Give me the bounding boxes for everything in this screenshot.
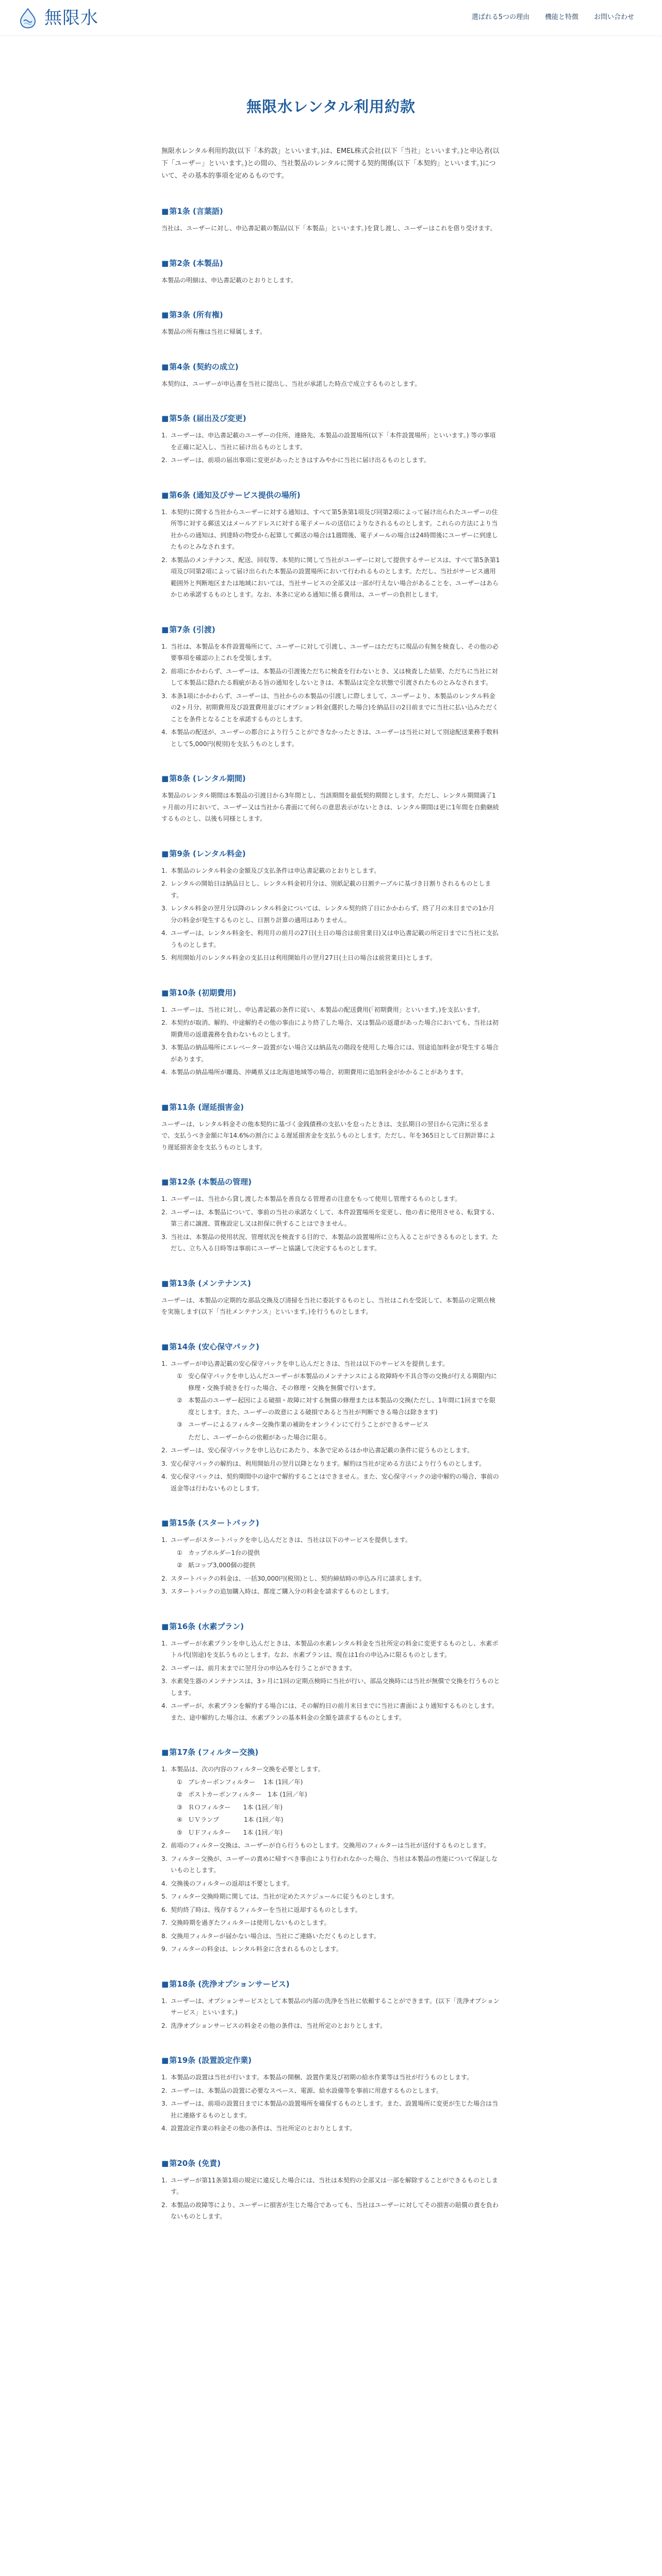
- sub-clause-text: ＵＦフィルター 1本 (1回／年): [188, 1828, 283, 1836]
- sub-clause-number: ③: [177, 1421, 183, 1428]
- clause-text: 本製品の故障等により、ユーザーに損害が生じた場合であっても、当社はユーザーに対してその損害の賠償の責を負わないものとします。: [171, 2201, 499, 2220]
- clause-number: 2.: [161, 2087, 168, 2094]
- clause-item: [161, 1853, 501, 1876]
- clause-text: レンタルの開始日は納品日とし、レンタル料金初月分は、別紙記載の日割テーブルに基づき日割りされるものとします。: [171, 880, 491, 899]
- article-title: ■ 第1条 (言葉語): [161, 206, 501, 216]
- article-body: [161, 1118, 501, 1154]
- clause-text: 当社は、本製品の使用状況、管理状況を検査する目的で、本製品の設置場所に立ち入ることができるものとします。ただし、立ち入る日時等は事前にユーザーと協議して決定するものとします。: [171, 1233, 498, 1252]
- sub-clause-text: ＵＶランプ 1本 (1回／年): [188, 1816, 284, 1823]
- clause-item: [161, 454, 501, 466]
- clause-item: [161, 2085, 501, 2097]
- sub-clause-number: ②: [177, 1397, 183, 1404]
- article-paragraph: 本製品の明細は、申込書記載のとおりとします。: [161, 276, 297, 284]
- article-paragraph: 本製品のレンタル期間は本製品の引渡日から3年間とし、当該期間を最低契約期間とします。ただし、レンタル期間満了1ヶ月前の月において、ユーザー又は当社から書面にて何らの意思表示がないときは、レンタル期間は更に1年間を自動継続するものとし、以後も同様とします。: [161, 792, 499, 822]
- clause-text: ユーザーは、当社から貸し渡した本製品を善良なる管理者の注意をもって使用し管理するものとします。: [171, 1195, 461, 1202]
- sub-clause-item: [171, 1419, 501, 1431]
- article-title: ■ 第2条 (本製品): [161, 258, 501, 268]
- clause-number: 1.: [161, 1360, 168, 1367]
- article-title: ■ 第15条 (スタートパック): [161, 1518, 501, 1528]
- clause-item: [161, 554, 501, 601]
- clause-text: ユーザーは、オプションサービスとして本製品の内部の洗浄を当社に依頼することができます。(以下「洗浄オプションサービス」といいます。): [171, 1997, 500, 2016]
- clause-number: 1.: [161, 2176, 168, 2184]
- clause-text: ユーザーは、前月末までに翌月分の申込みを行うことができます。: [171, 1664, 356, 1672]
- clause-list: [161, 641, 501, 750]
- logo-text: 無限水: [44, 8, 98, 28]
- clause-item: [161, 2072, 501, 2083]
- sub-clause-item: [171, 1827, 501, 1839]
- clause-item: [161, 1891, 501, 1903]
- sub-clause-number: ①: [177, 1549, 183, 1556]
- clause-number: 4.: [161, 1069, 168, 1076]
- article-body: [161, 1295, 501, 1318]
- clause-number: 3.: [161, 1855, 168, 1862]
- sub-clause-list: [171, 1776, 501, 1839]
- clause-text: 設置設定作業の料金その他の条件は、当社所定のとおりとします。: [171, 2125, 356, 2132]
- clause-list: [161, 506, 501, 601]
- clause-text: 水素発生器のメンテナンスは、3ヶ月に1回の定期点検時に当社が行い、部品交換時には当社が無償で交換を行うものとします。: [171, 1677, 500, 1697]
- main-nav: [456, 12, 634, 23]
- article-body: [161, 326, 501, 338]
- clause-item: [161, 1193, 501, 1205]
- article-body: [161, 223, 501, 234]
- clause-item: [161, 927, 501, 951]
- sub-clause-item: [171, 1560, 501, 1571]
- clause-text: ユーザーは、前項の届出事項に変更があったときはすみやかに当社に届け出るものとします。: [171, 456, 430, 464]
- clause-text: 安心保守パックは、契約期間中の途中で解約することはできません。また、安心保守パックの途中解約の場合、事前の返金等は行わないものとします。: [171, 1473, 499, 1492]
- nav-link-reasons[interactable]: 選ばれる5つの理由: [471, 13, 529, 21]
- sub-clause-item: [171, 1802, 501, 1814]
- clause-item: [161, 2175, 501, 2198]
- article-body: [161, 1638, 501, 1724]
- clause-number: 4.: [161, 1702, 168, 1709]
- logo[interactable]: [15, 7, 98, 29]
- article-body: [161, 1193, 501, 1255]
- clause-number: 1.: [161, 1639, 168, 1647]
- clause-text: 契約終了時は、残存するフィルターを当社に返却するものとします。: [171, 1906, 361, 1913]
- clause-item: [161, 1066, 501, 1078]
- article-title: ■ 第4条 (契約の成立): [161, 362, 501, 372]
- clause-number: 5.: [161, 954, 168, 961]
- article-title: ■ 第19条 (設置設定作業): [161, 2055, 501, 2065]
- sub-clause-number: ⑤: [177, 1828, 183, 1836]
- clause-item: [161, 1042, 501, 1065]
- clause-text: 前項のフィルター交換は、ユーザーが自ら行うものとします。交換用のフィルターは当社が送付するものとします。: [171, 1842, 490, 1849]
- clause-text: 交換時期を過ぎたフィルターは使用しないものとします。: [171, 1919, 330, 1926]
- article-title: ■ 第13条 (メンテナンス): [161, 1278, 501, 1289]
- clause-number: 1.: [161, 1997, 168, 2005]
- sub-clause-text: ポストカーボンフィルター 1本 (1回／年): [188, 1791, 307, 1798]
- article-body: [161, 1995, 501, 2032]
- sub-clause-text: ユーザーによるフィルター交換作業の補助をオンラインにて行うことができるサービス: [188, 1421, 429, 1428]
- article-body: [161, 2175, 501, 2223]
- clause-text: 本製品の配送が、ユーザーの都合により行うことができなかったときは、ユーザーは当社に対して別途配送業務手数料として5,000円(税別)を支払うものとします。: [171, 728, 499, 748]
- clause-item: [161, 865, 501, 877]
- terms-content: [161, 36, 501, 2224]
- clause-number: 4.: [161, 2125, 168, 2132]
- article-title: ■ 第6条 (通知及びサービス提供の場所): [161, 490, 501, 500]
- water-drop-logo-icon: [15, 7, 40, 29]
- clause-text: 洗浄オプションサービスの料金その他の条件は、当社所定のとおりとします。: [171, 2022, 386, 2029]
- clause-number: 4.: [161, 1879, 168, 1887]
- clause-text: 交換後のフィルターの返却は不要とします。: [171, 1879, 293, 1887]
- article-13: [161, 1278, 501, 1318]
- article-title: ■ 第9条 (レンタル料金): [161, 849, 501, 859]
- clause-number: 5.: [161, 1893, 168, 1900]
- nav-link-features[interactable]: 機能と特徴: [544, 13, 578, 21]
- clause-number: 9.: [161, 1945, 168, 1953]
- clause-item: [161, 1573, 501, 1585]
- clause-number: 3.: [161, 1233, 168, 1241]
- sub-clause-number: ②: [177, 1562, 183, 1569]
- clause-text: ユーザーが申込書記載の安心保守パックを申し込んだときは、当社は以下のサービスを提供します。: [171, 1360, 449, 1367]
- clause-number: 2.: [161, 1842, 168, 1849]
- clause-number: 7.: [161, 1919, 168, 1926]
- clause-item: [161, 1231, 501, 1255]
- clause-number: 2.: [161, 880, 168, 887]
- clause-text: 当社は、本製品を本件設置場所にて、ユーザーに対して引渡し、ユーザーはただちに現品の有無を検査し、その他の必要事項を確認の上これを受領します。: [171, 642, 499, 662]
- clause-text: スタートパックの料金は、一括30,000円(税別)とし、契約締結時の申込み月に請求します。: [171, 1574, 426, 1582]
- clause-number: 2.: [161, 667, 168, 675]
- clause-item: [161, 1004, 501, 1016]
- article-11: [161, 1102, 501, 1154]
- article-16: [161, 1621, 501, 1724]
- clause-list: [161, 2072, 501, 2134]
- clause-number: 3.: [161, 2100, 168, 2107]
- clause-text: 本契約に関する当社からユーザーに対する通知は、すべて第5条第1項及び同第2項によって届け出られたユーザーの住所等に対する郵送又はメールアドレスに対する電子メールの送信によりなされるものとします。これらの方法により当社からの通知は、到達時の物受から起算して郵送の場合は1週間後、電子メールの場合は24時間後にユーザーに到達したものとみなされます。: [171, 508, 498, 550]
- clause-item: [161, 2199, 501, 2223]
- clause-number: 4.: [161, 929, 168, 937]
- clause-text: 本製品の納品場所が離島、沖縄県又は北海道地域等の場合、初期費用に追加料金がかかることがあります。: [171, 1069, 468, 1076]
- article-5: [161, 413, 501, 466]
- clause-number: 2.: [161, 1664, 168, 1672]
- article-12: [161, 1177, 501, 1255]
- nav-link-contact[interactable]: お問い合わせ: [593, 13, 634, 21]
- article-body: [161, 1534, 501, 1598]
- clause-number: 3.: [161, 905, 168, 912]
- article-title: ■ 第20条 (免責): [161, 2158, 501, 2168]
- clause-number: 2.: [161, 1447, 168, 1454]
- sub-clause-number: ①: [177, 1372, 183, 1380]
- clause-text: フィルター交換時期に関しては、当社が定めたスケジュールに従うものとします。: [171, 1893, 398, 1900]
- article-title: ■ 第18条 (洗浄オプションサービス): [161, 1979, 501, 1989]
- clause-item: [161, 1663, 501, 1674]
- article-8: [161, 773, 501, 825]
- clause-item: [161, 1586, 501, 1598]
- clause-text: フィルター交換が、ユーザーの責めに帰すべき事由により行われなかった場合、当社は本製品の性能について保証しないものとします。: [171, 1855, 498, 1874]
- clause-text: 本製品の納品場所にエレベーター設置がない場合又は納品先の階段を使用した場合には、別途追加料金が発生する場合があります。: [171, 1044, 499, 1063]
- clause-number: 2.: [161, 1019, 168, 1026]
- clause-number: 3.: [161, 1044, 168, 1051]
- articles-list: [161, 206, 501, 2223]
- article-paragraph: 当社は、ユーザーに対し、申込書記載の製品(以下「本製品」といいます。)を貸し渡し、ユーザーはこれを借り受けます。: [161, 225, 496, 232]
- article-title: ■ 第11条 (遅延損害金): [161, 1102, 501, 1112]
- clause-number: 3.: [161, 1588, 168, 1595]
- article-18: [161, 1979, 501, 2032]
- article-10: [161, 988, 501, 1078]
- clause-item: [161, 1534, 501, 1571]
- page-title: 無限水レンタル利用約款: [246, 98, 416, 115]
- clause-item: [161, 1995, 501, 2019]
- clause-number: 2.: [161, 1574, 168, 1582]
- article-20: [161, 2158, 501, 2223]
- clause-number: 6.: [161, 1906, 168, 1913]
- article-3: [161, 310, 501, 338]
- clause-number: 8.: [161, 1932, 168, 1940]
- article-6: [161, 490, 501, 601]
- clause-item: [161, 2098, 501, 2121]
- sub-clause-text: 紙コップ3,000個の提供: [188, 1562, 256, 1569]
- clause-number: 2.: [161, 2022, 168, 2029]
- clause-text: ユーザーは、当社に対し、申込書記載の条件に従い、本製品の配送費用(「初期費用」といいます。)を支払います。: [171, 1006, 484, 1013]
- article-1: [161, 206, 501, 234]
- clause-number: 2.: [161, 2201, 168, 2209]
- clause-item: [161, 430, 501, 453]
- article-title: ■ 第17条 (フィルター交換): [161, 1747, 501, 1757]
- clause-number: 1.: [161, 508, 168, 516]
- clause-number: 3.: [161, 1677, 168, 1685]
- article-title: ■ 第16条 (水素プラン): [161, 1621, 501, 1632]
- clause-item: [161, 2020, 501, 2032]
- article-body: [161, 378, 501, 390]
- sub-clause-text: プレカーボンフィルター 1本 (1回／年): [188, 1778, 303, 1786]
- clause-text: 交換用フィルターが届かない場合は、当社にご連絡いただくものとします。: [171, 1932, 380, 1940]
- clause-item: [161, 1017, 501, 1040]
- clause-number: 1.: [161, 642, 168, 650]
- clause-item: [161, 1930, 501, 1942]
- sub-clause-list: [171, 1370, 501, 1431]
- sub-clause-number: ④: [177, 1816, 183, 1823]
- clause-list: [161, 2175, 501, 2223]
- clause-number: 1.: [161, 867, 168, 874]
- clause-number: 2.: [161, 556, 168, 564]
- clause-item: [161, 641, 501, 664]
- article-body: [161, 641, 501, 750]
- clause-number: 1.: [161, 432, 168, 439]
- clause-item: [161, 690, 501, 725]
- article-title: ■ 第10条 (初期費用): [161, 988, 501, 998]
- clause-text: ユーザーは、レンタル料金を、利用月の前月の27日(土日の場合は前営業日)又は申込書記載の所定日までに当社に支払うものとします。: [171, 929, 499, 948]
- article-paragraph: ユーザーは、本製品の定期的な部品交換及び清掃を当社に委託するものとし、当社はこれを受託して、本製品の定期点検を実施します(以下「当社メンテナンス」といいます。)を行うものとします。: [161, 1296, 495, 1315]
- article-body: [161, 430, 501, 466]
- clause-number: 2.: [161, 1208, 168, 1216]
- clause-text: レンタル料金の翌月分以降のレンタル料金については、レンタル契約終了日にかかわらず、終了月の末日までの1か月分の料金が発生するものとし、日割り計算の適用はありません。: [171, 905, 495, 924]
- sub-clause-text: ＲＯフィルター 1本 (1回／年): [188, 1803, 283, 1811]
- article-title: ■ 第7条 (引渡): [161, 624, 501, 635]
- article-19: [161, 2055, 501, 2134]
- article-14: [161, 1342, 501, 1495]
- clause-item: [161, 1840, 501, 1852]
- article-title: ■ 第5条 (届出及び変更): [161, 413, 501, 423]
- sub-clause-number: ②: [177, 1791, 183, 1798]
- clause-list: [161, 1638, 501, 1724]
- article-17: [161, 1747, 501, 1955]
- article-9: [161, 849, 501, 964]
- sub-clause-number: ①: [177, 1778, 183, 1786]
- site-header: [0, 0, 662, 36]
- clause-text: ユーザーが第11条第1項の規定に違反した場合には、当社は本契約の全部又は一部を解除することができるものとします。: [171, 2176, 498, 2195]
- clause-item: [161, 1764, 501, 1838]
- clause-text: ユーザーが水素プランを申し込んだときは、本製品の水素レンタル料金を当社所定の料金に変更するものとし、水素ボトル代(別途)を支払うものとします。なお、水素プランは、現在は1台の申込みに限るものとします。: [171, 1639, 499, 1658]
- clause-item: [161, 1358, 501, 1444]
- clause-text: 安心保守パックの解約は、利用開始月の翌月以降となります。解約は当社が定める方法により行うものとします。: [171, 1460, 486, 1467]
- sub-clause-item: [171, 1370, 501, 1394]
- clause-number: 4.: [161, 728, 168, 736]
- clause-text: 本契約が取消、解約、中途解約その他の事由により終了した場合、又は製品の返還があった場合においても、当社は初期費用の返還義務を負わないものとします。: [171, 1019, 499, 1038]
- clause-list: [161, 430, 501, 466]
- clause-text: ユーザーは、本製品の設置に必要なスペース、電源、給水設備等を事前に用意するものとします。: [171, 2087, 442, 2094]
- article-title: ■ 第14条 (安心保守パック): [161, 1342, 501, 1352]
- clause-item: [161, 1458, 501, 1470]
- article-body: [161, 506, 501, 601]
- clause-item: [161, 726, 501, 750]
- clause-item: [161, 1207, 501, 1230]
- clause-item: [161, 878, 501, 901]
- clause-text: 本製品のメンテナンス、配送、回収等、本契約に関して当社がユーザーに対して提供するサービスは、すべて第5条第1項及び同第2項によって届け出られた本製品の設置場所において行われるものとします。ただし、当社がサービス適用範囲外と判断地区または地域においては、当社サービスの全部又は一部が行えない場合があることを、ユーザーはあらかじめ承諾するものとします。なお、本条に定める通知に係る費用は、ユーザーの負担とします。: [171, 556, 500, 598]
- clause-item: [161, 1917, 501, 1929]
- article-body: [161, 2072, 501, 2134]
- article-body: [161, 790, 501, 825]
- clause-text: ユーザーは、安心保守パックを申し込むにあたり、本条で定めるほか申込書記載の条件に従うものとします。: [171, 1447, 474, 1454]
- article-body: [161, 1358, 501, 1495]
- clause-text: ユーザーは、申込書記載のユーザーの住所、連絡先、本製品の設置場所(以下「本件設置場所」といいます。) 等の事項を正確に記入し、当社に届け出るものとします。: [171, 432, 496, 451]
- sub-clause-item: [171, 1814, 501, 1826]
- clause-text: 本条1項にかかわらず、ユーザーは、当社からの本製品の引渡しに際しまして、ユーザーより、本製品のレンタル料金の2ヶ月分、初期費用及び設置費用並びにオプション料金(選択した場合)を納品日の2日前までに当社に払い込みただくことを条件となることを承諾するものとします。: [171, 692, 499, 723]
- clause-text: ユーザーが、水素プランを解約する場合には、その解約日の前月末日までに当社に書面により通知するものとします。また、途中解約した場合は、水素プランの基本料金の全額を請求するものとします。: [171, 1702, 499, 1721]
- sub-clause-item: [171, 1395, 501, 1418]
- clause-number: 3.: [161, 1460, 168, 1467]
- clause-text: 本製品のレンタル料金の金額及び支払条件は申込書記載のとおりとします。: [171, 867, 380, 874]
- clause-number: 2.: [161, 456, 168, 464]
- clause-number: 1.: [161, 1006, 168, 1013]
- clause-list: [161, 1764, 501, 1955]
- clause-text: スタートパックの追加購入時は、都度ご購入分の料金を請求するものとします。: [171, 1588, 393, 1595]
- clause-text: 本製品の設置は当社が行います。本製品の開梱、設置作業及び初期の給水作業等は当社が行うものとします。: [171, 2074, 473, 2081]
- clause-list: [161, 1995, 501, 2032]
- article-paragraph: 本製品の所有権は当社に帰属します。: [161, 328, 267, 335]
- clause-item: [161, 1943, 501, 1955]
- sub-clause-text: カップホルダー1台の提供: [188, 1549, 260, 1556]
- clause-list: [161, 1534, 501, 1598]
- clause-item: [161, 1878, 501, 1890]
- clause-item: [161, 1471, 501, 1494]
- sub-clause-item: [171, 1547, 501, 1559]
- sub-clause-item: [171, 1776, 501, 1788]
- sub-clause-item: [171, 1789, 501, 1801]
- clause-list: [161, 1004, 501, 1078]
- clause-text: フィルターの料金は、レンタル料金に含まれるものとします。: [171, 1945, 342, 1953]
- article-title: ■ 第12条 (本製品の管理): [161, 1177, 501, 1187]
- article-body: [161, 1764, 501, 1955]
- clause-item: [161, 506, 501, 553]
- clause-number: 1.: [161, 1195, 168, 1202]
- clause-list: [161, 865, 501, 964]
- clause-number: 1.: [161, 2074, 168, 2081]
- clause-text: 利用開始月のレンタル料金の支払日は利用開始月の翌月27日(土日の場合は前営業日)とします。: [171, 954, 436, 961]
- clause-item: [161, 1904, 501, 1916]
- clause-text: ユーザーは、本製品について、事前の当社の承諾なくして、本件設置場所を変更し、他の者に使用させる、転貸する、第三者に譲渡、質権設定し又は担保に供することはできません。: [171, 1208, 499, 1227]
- clause-text: ユーザーがスタートパックを申し込んだときは、当社は以下のサービスを提供します。: [171, 1536, 411, 1544]
- clause-item: [161, 2123, 501, 2134]
- clause-item: [161, 1445, 501, 1456]
- sub-clause-number: ③: [177, 1803, 183, 1811]
- article-paragraph: ユーザーは、レンタル料金その他本契約に基づく金銭債務の支払いを怠ったときは、支払期日の翌日から完済に至るまで、支払うべき金額に年14.6%の割合による遅延損害金を支払うものとします。ただし、年を365日として日割計算により遅延損害金を支払うものとします。: [161, 1120, 495, 1151]
- intro-paragraph: 無限水レンタル利用約款(以下「本約款」といいます。)は、EMEL株式会社(以下「当社」といいます。)と申込者(以下「ユーザー」といいます。)との間の、当社製品のレンタルに関する契約関係(以下「本契約」といいます。)について、その基本的事項を定めるものです。: [161, 147, 500, 180]
- article-body: [161, 275, 501, 286]
- article-4: [161, 362, 501, 390]
- sub-clause-note: ただし、ユーザーからの依頼があった場合に限る。: [188, 1433, 330, 1441]
- article-title: ■ 第8条 (レンタル期間): [161, 773, 501, 784]
- article-body: [161, 1004, 501, 1078]
- article-title: ■ 第3条 (所有権): [161, 310, 501, 320]
- clause-item: [161, 952, 501, 964]
- clause-number: 1.: [161, 1766, 168, 1773]
- article-2: [161, 258, 501, 286]
- article-7: [161, 624, 501, 750]
- clause-number: 1.: [161, 1536, 168, 1544]
- clause-item: [161, 903, 501, 926]
- clause-item: [161, 1675, 501, 1699]
- sub-clause-text: 安心保守パックを申し込んだユーザーが本製品のメンテナンスによる故障時や不具合等の交換が行える期限内に修理・交換手続きを行った場合、その修理・交換を無償で行います。: [188, 1372, 498, 1392]
- sub-clause-text: 本製品のユーザー起因による破損・故障に対する無償の修理または本製品の交換(ただし、1年間に1回までを限度とします。また、ユーザーの故意による破損であると当社が判断できる場合は除きます): [188, 1397, 495, 1416]
- clause-text: 本製品は、次の内容のフィルター交換を必要とします。: [171, 1766, 324, 1773]
- sub-clause-list: [171, 1547, 501, 1571]
- clause-list: [161, 1193, 501, 1255]
- clause-item: [161, 1700, 501, 1723]
- article-body: [161, 865, 501, 964]
- clause-item: [161, 666, 501, 689]
- clause-number: 4.: [161, 1473, 168, 1480]
- clause-number: 3.: [161, 692, 168, 700]
- article-paragraph: 本契約は、ユーザーが申込書を当社に提出し、当社が承諾した時点で成立するものとします。: [161, 380, 421, 387]
- clause-text: ユーザーは、前項の設置日までに本製品の設置場所を確保するものとします。また、設置場所に変更が生じた場合は当社に連絡するものとします。: [171, 2100, 499, 2119]
- clause-item: [161, 1638, 501, 1661]
- clause-text: 前項にかかわらず、ユーザーは、本製品の引渡後ただちに検査を行わないとき、又は検査した結果、ただちに当社に対して本製品に隠れたる瑕疵がある旨の通知をしないときは、本製品は完全な状態で引渡されたものとみなされます。: [171, 667, 498, 686]
- clause-list: [161, 1358, 501, 1495]
- article-15: [161, 1518, 501, 1598]
